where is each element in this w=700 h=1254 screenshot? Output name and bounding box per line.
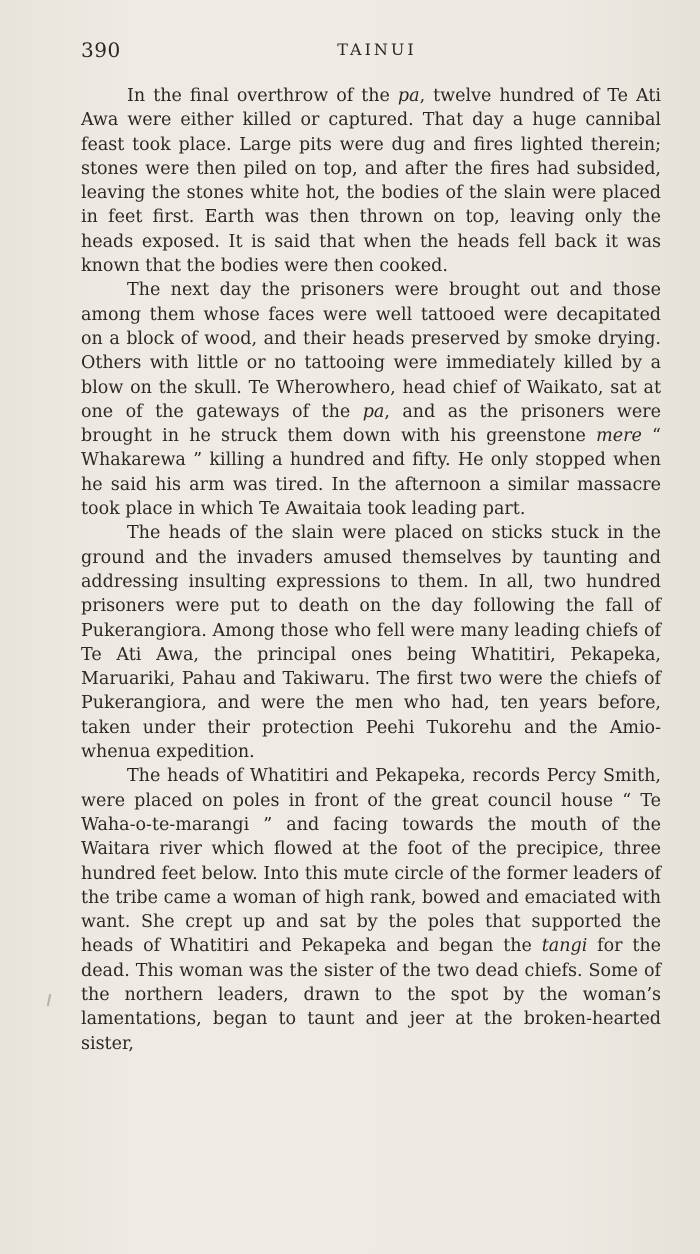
paragraph bbox=[81, 278, 661, 521]
paragraph bbox=[81, 521, 661, 764]
paragraph bbox=[81, 764, 661, 1056]
italic-text-run: pa bbox=[397, 86, 420, 106]
running-head: TAINUI bbox=[337, 40, 417, 59]
paragraph bbox=[81, 84, 661, 278]
italic-text-run: pa bbox=[362, 401, 385, 422]
text-run: The next day the prisoners were brought out and those among them whose faces were well tattooed were decapitated on a block of wood, and their heads preserved by smoke drying. Others with little or no tattooing were immediately killed by a blow on the skull. Te Wherowhero, head chief of Waikato, sat at one of the gateways of the bbox=[81, 280, 661, 422]
text-run: for the dead. This woman was the sister of the two dead chiefs. Some of the northern leaders, drawn to the spot by the woman’s lamentations, began to taunt and jeer at the broken-hearted sister, bbox=[81, 936, 661, 1054]
text-run: In the final overthrow of the bbox=[127, 86, 398, 106]
italic-text-run: tangi bbox=[541, 936, 588, 957]
text-run: The heads of the slain were placed on sticks stuck in the ground and the invaders amused themselves by taunting and addressing insulting expressions to them. In all, two hundred prisoners were put to death on the day following the fall of Pukerangiora. Among those who fell were many leading chiefs of Te Ati Awa, the principal ones being Whatitiri, Pekapeka, Maruariki, Pahau and Takiwaru. The first two were the chiefs of Pukerangiora, and were the men who had, ten years before, taken under their protection Peehi Tukorehu and the Amio-whenua expedition. bbox=[81, 523, 661, 763]
page-header bbox=[81, 38, 661, 66]
text-run: “ Whakarewa ” killing a hundred and fifty. He only stopped when he said his arm was tired. In the afternoon a similar massacre took place in which Te Awaitaia took leading part. bbox=[81, 426, 661, 520]
page-number: 390 bbox=[81, 38, 121, 62]
body-text bbox=[81, 84, 661, 1056]
text-run: , and as the prisoners were brought in he struck them down with his greenstone bbox=[81, 401, 661, 447]
margin-pencil-mark bbox=[47, 994, 51, 1006]
text-run: , twelve hundred of Te Ati Awa were either killed or captured. That day a huge cannibal feast took place. Large pits were dug and fires lighted therein; stones were then piled on top, and after the fires had subsided, leaving the stones white hot, the bodies of the slain were placed in feet first. Earth was then thrown on top, leaving only the heads exposed. It is said that when the heads fell back it was known that the bodies were then cooked. bbox=[81, 86, 661, 277]
italic-text-run: mere bbox=[596, 426, 642, 447]
text-run: The heads of Whatitiri and Pekapeka, records Percy Smith, were placed on poles in front of the great council house “ Te Waha-o-te-marangi ” and facing towards the mouth of the Waitara river which flowed at the foot of the precipice, three hundred feet below. Into this mute circle of the former leaders of the tribe came a woman of high rank, bowed and emaciated with want. She crept up and sat by the poles that supported the heads of Whatitiri and Pekapeka and began the bbox=[81, 766, 661, 957]
